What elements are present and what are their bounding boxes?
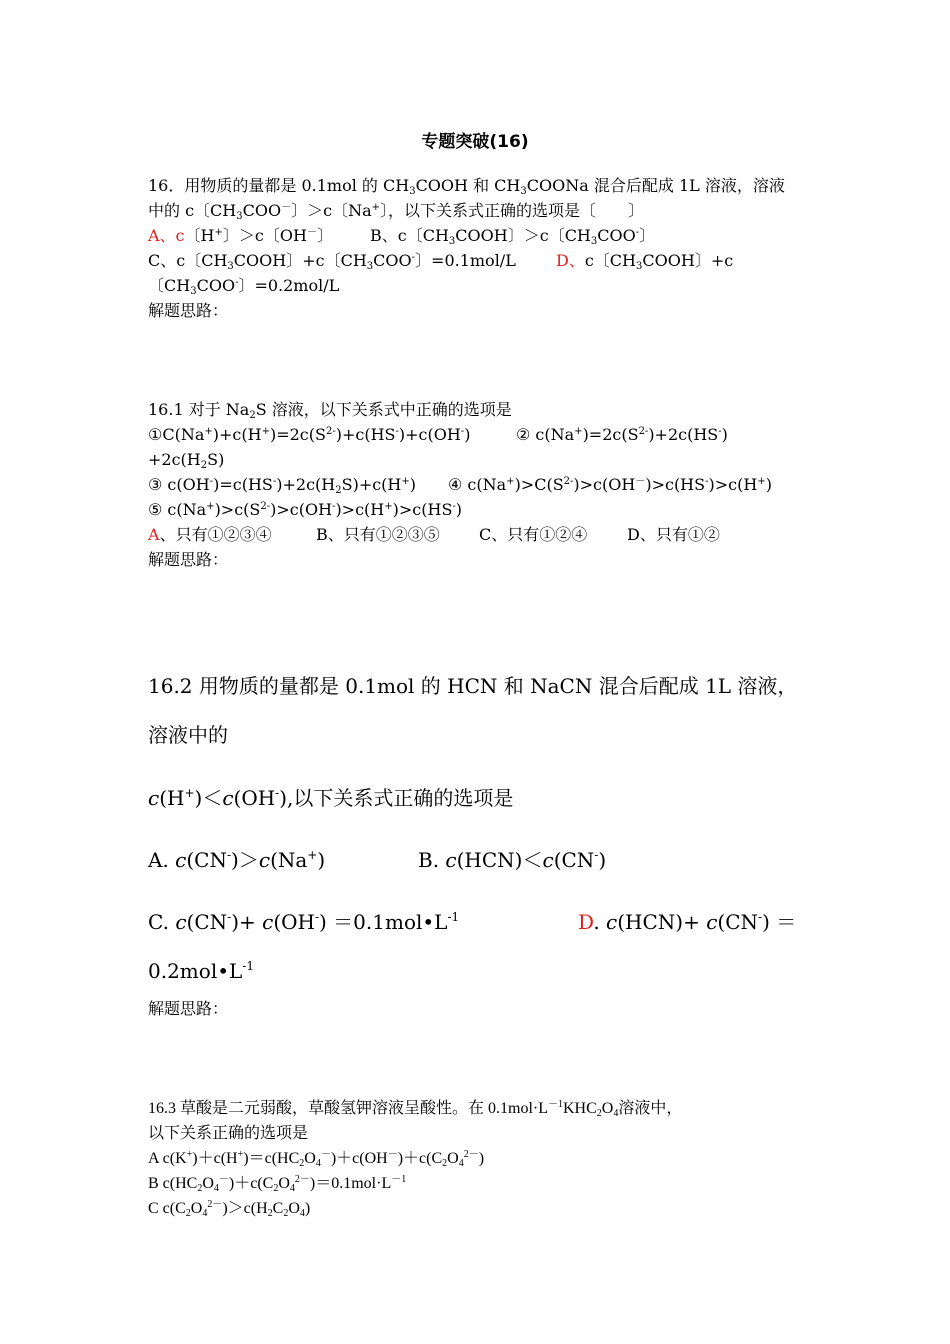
q16-stem-line2: 中的 c〔$CH_3COO^-$〕＞c〔Na+〕，以下关系式正确的选项是〔 〕: [148, 201, 645, 222]
q161-item-1: $①C(Na^+)+c(H^+)=2c(S^{2-})+c(HS^-)+c(OH^-)$: [148, 425, 471, 444]
q16-option-d-cont: 〔$CH_3COO^-$〕=0.2mol/L: [148, 276, 340, 297]
q162-option-d-cont: $0.2mol•L^{-1}$: [148, 959, 254, 983]
q161-item-5: ⑤ $c(Na^+)>c(S^{2-})>c(OH^-)>c(H^+)>c(HS^-)$: [148, 500, 463, 519]
q161-item-3: ③ $c(OH^-)=c(HS^-)+2c(H_2S)+c(H^+)$: [148, 475, 417, 496]
q16-option-c: C、c〔$CH_3COOH$〕+c〔$CH_3COO^-$〕=0.1mol/L: [148, 251, 516, 272]
q161-option-d: D、只有①②: [627, 525, 720, 544]
q162-stem-line2: 溶液中的: [148, 723, 228, 747]
q162-stem-line1: 16.2 用物质的量都是 0.1mol 的 HCN 和 NaCN 混合后配成 1L 溶液，: [148, 674, 798, 698]
q162-thinking-label: 解题思路：: [148, 999, 229, 1018]
q161-stem: 16.1 对于 $Na_2S$ 溶液，以下关系式中正确的选项是: [148, 400, 512, 421]
q162-option-c: C. $c(CN^-)+ c(OH^-) =0.1mol•L^{-1}$: [148, 910, 460, 934]
q161-item-2: ② $c(Na^+)=2c(S^{2-})+2c(HS^-)$: [516, 425, 728, 444]
q162-option-a: A. c(CN-)＞c(Na+): [148, 848, 326, 872]
q162-option-d: D. c(HCN)+ c(CN-) ＝: [578, 910, 797, 934]
q16-thinking-label: 解题思路：: [148, 301, 229, 320]
q161-item-4: ④ $c(Na^+)>C(S^{2-})>c(OH^-)>c(HS^-)>c(H^+)$: [448, 475, 772, 494]
q163-option-b: B $c(HC_2O_4^-)+c(C_2O_4^{2-})=0.1mol\cdot L^{-1}$: [148, 1174, 407, 1194]
q161-thinking-label: 解题思路：: [148, 550, 229, 569]
q161-options: A、只有①②③④: [148, 525, 272, 544]
q16-option-a: A、c〔H+〕＞c〔OH－〕: [148, 226, 333, 245]
q163-option-c: C $c(C_2O_4^{2-})>c(H_2C_2O_4)$: [148, 1199, 311, 1219]
q161-option-b: B、只有①②③⑤: [316, 525, 440, 544]
q162-stem-line3: c(H+)＜c(OH-),以下关系式正确的选项是: [148, 786, 514, 810]
page-title: 专题突破(16): [421, 132, 529, 152]
q161-item-2-cont: $+2c(H_2S)$: [148, 450, 225, 471]
q16-option-d: D、c〔$CH_3COOH$〕+c: [556, 251, 734, 272]
q16-stem-line1: 16．用物质的量都是 0.1mol 的 $CH_3COOH$ 和 $CH_3COONa$ 混合后配成 1L 溶液，溶液: [148, 176, 785, 197]
q163-stem-line1: 16.3 草酸是二元弱酸，草酸氢钾溶液呈酸性。在 $0.1mol\cdot L^{-1}KHC_2O_4$溶液中，: [148, 1099, 683, 1119]
q163-option-a: A $c(K^+)+c(H^+)=c(HC_2O_4^-)+c(OH^-)+c(C_2O_4^{2-})$: [148, 1149, 485, 1169]
q161-option-c: C、只有①②④: [479, 525, 588, 544]
q162-option-b: B. c(HCN)＜c(CN-): [418, 848, 607, 872]
q163-stem-line2: 以下关系正确的选项是: [148, 1125, 309, 1142]
q16-option-b: B、c〔$CH_3COOH$〕＞c〔$CH_3COO^-$〕: [370, 226, 656, 247]
